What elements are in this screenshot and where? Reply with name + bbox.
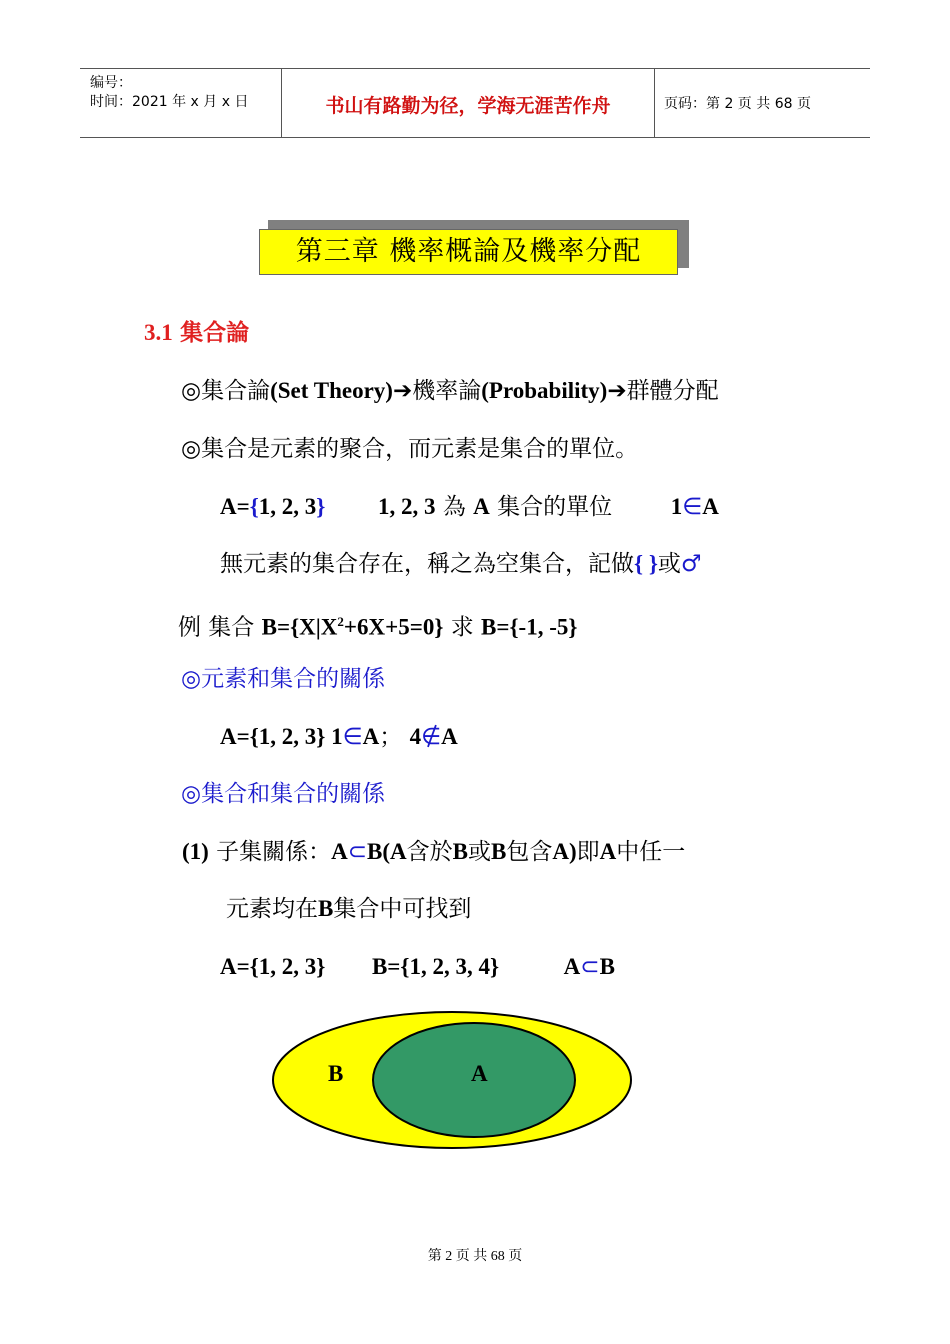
text: 或 bbox=[657, 551, 681, 577]
text: 集合的單位 bbox=[497, 494, 613, 520]
text: 為 bbox=[442, 494, 466, 520]
line-subset-definition bbox=[182, 837, 685, 867]
text: 1, 2, 3 bbox=[258, 494, 317, 519]
text: +6X+5=0} bbox=[343, 614, 444, 640]
venn-diagram bbox=[268, 1008, 638, 1158]
element-of-symbol: ∈ bbox=[682, 494, 703, 520]
text: A bbox=[331, 839, 348, 864]
time-label: 时间：2021 年 x 月 x 日 bbox=[90, 94, 249, 110]
line-definition: ◎集合是元素的聚合，而元素是集合的單位。 bbox=[181, 436, 639, 462]
section-name: 集合論 bbox=[180, 320, 250, 346]
text: A) bbox=[552, 839, 577, 864]
arrow-icon: ➔ bbox=[392, 378, 413, 404]
text: ◎集合論 bbox=[181, 378, 271, 404]
text: 或 bbox=[468, 839, 492, 865]
text: A bbox=[563, 954, 581, 979]
header-right-cell bbox=[655, 69, 870, 137]
line-set-theory bbox=[181, 376, 719, 406]
text: 群體分配 bbox=[626, 378, 719, 404]
text: A bbox=[362, 724, 380, 749]
line-example-a bbox=[220, 492, 719, 522]
text: 元素均在 bbox=[226, 896, 318, 922]
text: A={1, 2, 3} 1 bbox=[220, 724, 343, 749]
header-left-cell bbox=[80, 69, 282, 137]
text: 1, 2, 3 bbox=[378, 494, 436, 519]
set-b: B={1, 2, 3, 4} bbox=[371, 954, 500, 979]
line-membership bbox=[220, 722, 458, 752]
text: B bbox=[452, 839, 469, 864]
text: 即 bbox=[576, 839, 600, 865]
text: B bbox=[599, 954, 615, 979]
section-heading bbox=[144, 318, 249, 348]
motto: 书山有路勤为径，学海无涯苦作舟 bbox=[325, 95, 611, 117]
line-example-b bbox=[178, 607, 577, 643]
text: B={X|X bbox=[261, 614, 338, 640]
text: 含於 bbox=[406, 839, 453, 865]
text: 1 bbox=[670, 494, 683, 519]
text: A bbox=[702, 494, 719, 519]
text: A bbox=[441, 724, 458, 749]
element-of-symbol: ∈ bbox=[342, 724, 363, 750]
text: 無元素的集合存在，稱之為空集合，記做 bbox=[220, 551, 634, 577]
text: A bbox=[473, 494, 490, 519]
page-footer: 第 2 页 共 68 页 bbox=[427, 1249, 523, 1264]
text: A bbox=[599, 839, 617, 864]
line-subset-example bbox=[220, 952, 615, 982]
set-a: A={1, 2, 3} bbox=[220, 954, 326, 979]
text: B={-1, -5} bbox=[481, 614, 578, 640]
item-number: (1) bbox=[182, 839, 209, 864]
brace: { bbox=[249, 494, 259, 519]
page-header bbox=[80, 68, 870, 138]
section-number: 3.1 bbox=[144, 320, 173, 345]
subset-symbol: ⊂ bbox=[347, 839, 368, 865]
number-label: 编号： bbox=[90, 75, 132, 91]
subset-symbol: ⊂ bbox=[580, 954, 600, 980]
text: B bbox=[491, 839, 507, 864]
text: 子集關係： bbox=[216, 839, 332, 865]
empty-set-icon: ♂ bbox=[680, 551, 702, 577]
text: 中任一 bbox=[616, 839, 686, 865]
empty-braces: { } bbox=[634, 551, 658, 576]
text: (Probability) bbox=[481, 378, 608, 403]
text: 4 bbox=[409, 724, 422, 749]
text: 集合中可找到 bbox=[333, 896, 472, 922]
arrow-icon: ➔ bbox=[607, 378, 627, 404]
text: A= bbox=[220, 494, 250, 519]
text: B bbox=[318, 896, 334, 921]
text: 求 bbox=[443, 614, 482, 641]
text: 例 集合 bbox=[178, 614, 262, 641]
brace: } bbox=[316, 494, 326, 519]
text: B(A bbox=[367, 839, 407, 864]
set-b-label: B bbox=[328, 1061, 344, 1086]
text: 機率論 bbox=[412, 378, 482, 404]
line-subset-definition-cont bbox=[226, 894, 471, 924]
text: ； bbox=[379, 724, 403, 750]
page-info: 页码：第 2 页 共 68 页 bbox=[664, 96, 811, 112]
superscript: 2 bbox=[337, 614, 344, 629]
text: (Set Theory) bbox=[270, 378, 393, 403]
chapter-title: 第三章 機率概論及機率分配 bbox=[259, 229, 678, 275]
set-a-label: A bbox=[471, 1061, 488, 1086]
subheading-element-relation: ◎元素和集合的關係 bbox=[181, 666, 386, 692]
text: 包含 bbox=[506, 839, 553, 865]
header-center-cell bbox=[282, 69, 655, 137]
subheading-set-relation: ◎集合和集合的關係 bbox=[181, 781, 386, 807]
not-element-symbol: ∉ bbox=[421, 724, 442, 750]
line-empty-set bbox=[220, 549, 702, 579]
